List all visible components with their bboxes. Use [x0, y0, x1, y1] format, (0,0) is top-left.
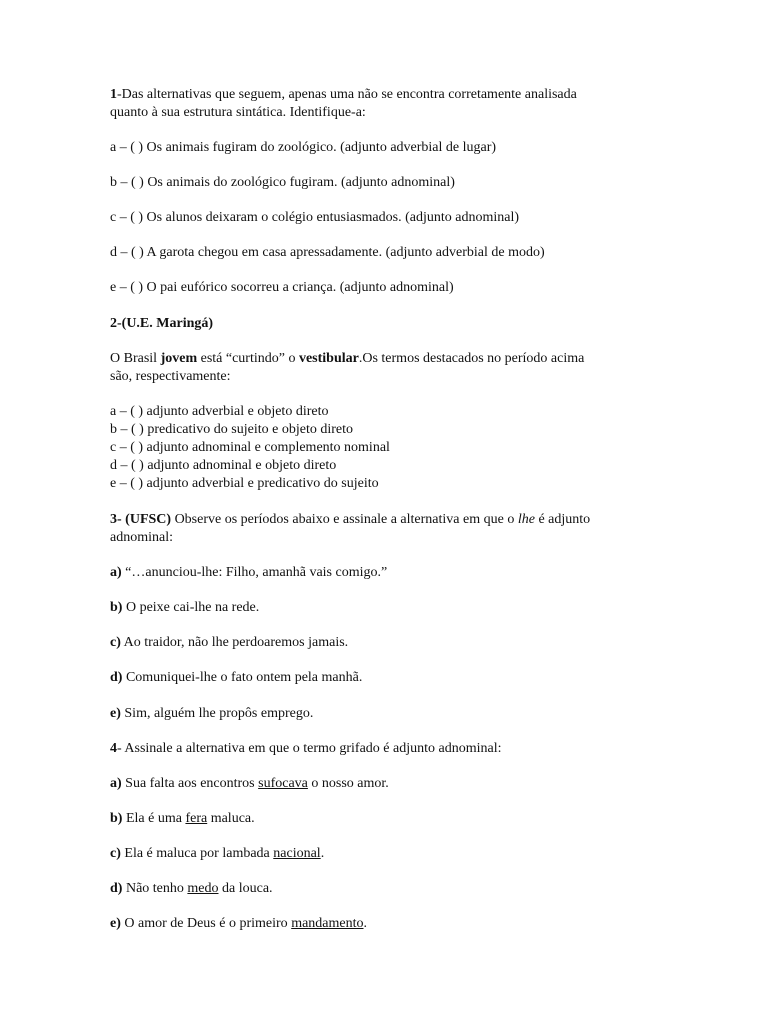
q4-underlined-term: fera — [185, 811, 208, 826]
q3-prompt-a: Observe os períodos abaixo e assinale a alternativa em que o — [171, 512, 518, 527]
q2-option-c: c – ( ) adjunto adnominal e complemento nominal — [110, 440, 390, 455]
q3-prompt-line-1 — [110, 511, 718, 529]
q4-option-letter: b) — [110, 811, 123, 826]
q3-prompt-line-2: adnominal: — [110, 530, 173, 545]
q3-option-letter: a) — [110, 565, 122, 580]
q3-option-text: Comuniquei-lhe o fato ontem pela manhã. — [122, 670, 363, 685]
q1-option-b: b – ( ) Os animais do zoológico fugiram. (adjunto adnominal) — [110, 175, 455, 190]
q4-option-c — [110, 845, 718, 863]
q4-option-b — [110, 810, 718, 828]
q4-option-post: o nosso amor. — [307, 776, 389, 791]
q1-prompt-text: -Das alternativas que seguem, apenas uma não se encontra corretamente analisada — [117, 87, 577, 102]
q4-underlined-term: sufocava — [258, 776, 308, 791]
q2-option-a: a – ( ) adjunto adverbial e objeto direto — [110, 404, 329, 419]
q2-sentence-line-1 — [110, 350, 718, 368]
q3-option-text: O peixe cai-lhe na rede. — [122, 600, 260, 615]
q4-option-post: da louca. — [218, 881, 273, 896]
q4-option-d — [110, 880, 718, 898]
q4-option-post: . — [363, 916, 367, 931]
q1-option-d: d – ( ) A garota chegou em casa apressadamente. (adjunto adverbial de modo) — [110, 245, 545, 260]
q1-prompt-line-2: quanto à sua estrutura sintática. Identifique-a: — [110, 105, 366, 120]
q3-option-letter: c) — [110, 635, 121, 650]
q4-underlined-term: medo — [187, 881, 219, 896]
q4-underlined-term: nacional — [273, 846, 321, 861]
q3-prompt-italic: lhe — [517, 512, 535, 527]
q1-option-e: e – ( ) O pai eufórico socorreu a criança. (adjunto adnominal) — [110, 280, 454, 295]
q4-prompt — [110, 740, 718, 758]
q4-option-letter: c) — [110, 846, 121, 861]
q4-option-a — [110, 775, 718, 793]
q2-sent-d: .Os termos destacados no período acima — [358, 351, 585, 366]
q4-option-pre: O amor de Deus é o primeiro — [120, 916, 292, 931]
q1-number: 1 — [110, 87, 117, 102]
q3-option-d — [110, 669, 718, 687]
q3-option-letter: e) — [110, 706, 121, 721]
q4-prompt-text: - Assinale a alternativa em que o termo grifado é adjunto adnominal: — [117, 741, 502, 756]
q3-option-b — [110, 599, 718, 617]
q2-option-d: d – ( ) adjunto adnominal e objeto direto — [110, 458, 337, 473]
q3-option-c — [110, 634, 718, 652]
q4-option-e — [110, 915, 718, 933]
q3-number: 3- — [110, 512, 126, 527]
q2-highlight-jovem: jovem — [160, 351, 198, 366]
q4-option-pre: Sua falta aos encontros — [121, 776, 259, 791]
q3-option-letter: b) — [110, 600, 123, 615]
q4-option-letter: a) — [110, 776, 122, 791]
q2-option-b: b – ( ) predicativo do sujeito e objeto direto — [110, 422, 353, 437]
q2-heading: 2-(U.E. Maringá) — [110, 316, 214, 331]
q4-option-post: maluca. — [207, 811, 255, 826]
q3-option-text: Ao traidor, não lhe perdoaremos jamais. — [120, 635, 349, 650]
q4-underlined-term: mandamento — [291, 916, 364, 931]
q3-option-text: “…anunciou-lhe: Filho, amanhã vais comigo.” — [121, 565, 388, 580]
q4-option-letter: e) — [110, 916, 121, 931]
q3-option-text: Sim, alguém lhe propôs emprego. — [120, 706, 314, 721]
q4-option-pre: Ela é maluca por lambada — [120, 846, 274, 861]
q4-option-letter: d) — [110, 881, 123, 896]
q2-option-e: e – ( ) adjunto adverbial e predicativo do sujeito — [110, 476, 379, 491]
q2-sentence-line-2: são, respectivamente: — [110, 369, 231, 384]
q3-option-e — [110, 705, 718, 723]
q3-option-a — [110, 564, 718, 582]
q2-highlight-vestibular: vestibular — [298, 351, 359, 366]
q1-prompt-line-1 — [110, 86, 718, 104]
q2-sent-a: O Brasil — [110, 351, 161, 366]
q4-option-pre: Não tenho — [122, 881, 188, 896]
q1-option-c: c – ( ) Os alunos deixaram o colégio entusiasmados. (adjunto adnominal) — [110, 210, 520, 225]
q3-option-letter: d) — [110, 670, 123, 685]
q3-source: (UFSC) — [125, 512, 172, 527]
q4-option-pre: Ela é uma — [122, 811, 186, 826]
q3-prompt-b: é adjunto — [534, 512, 591, 527]
q4-option-post: . — [320, 846, 325, 861]
q4-number: 4 — [110, 741, 117, 756]
q2-sent-c: está “curtindo” o — [197, 351, 299, 366]
q1-option-a: a – ( ) Os animais fugiram do zoológico. (adjunto adverbial de lugar) — [110, 140, 497, 155]
